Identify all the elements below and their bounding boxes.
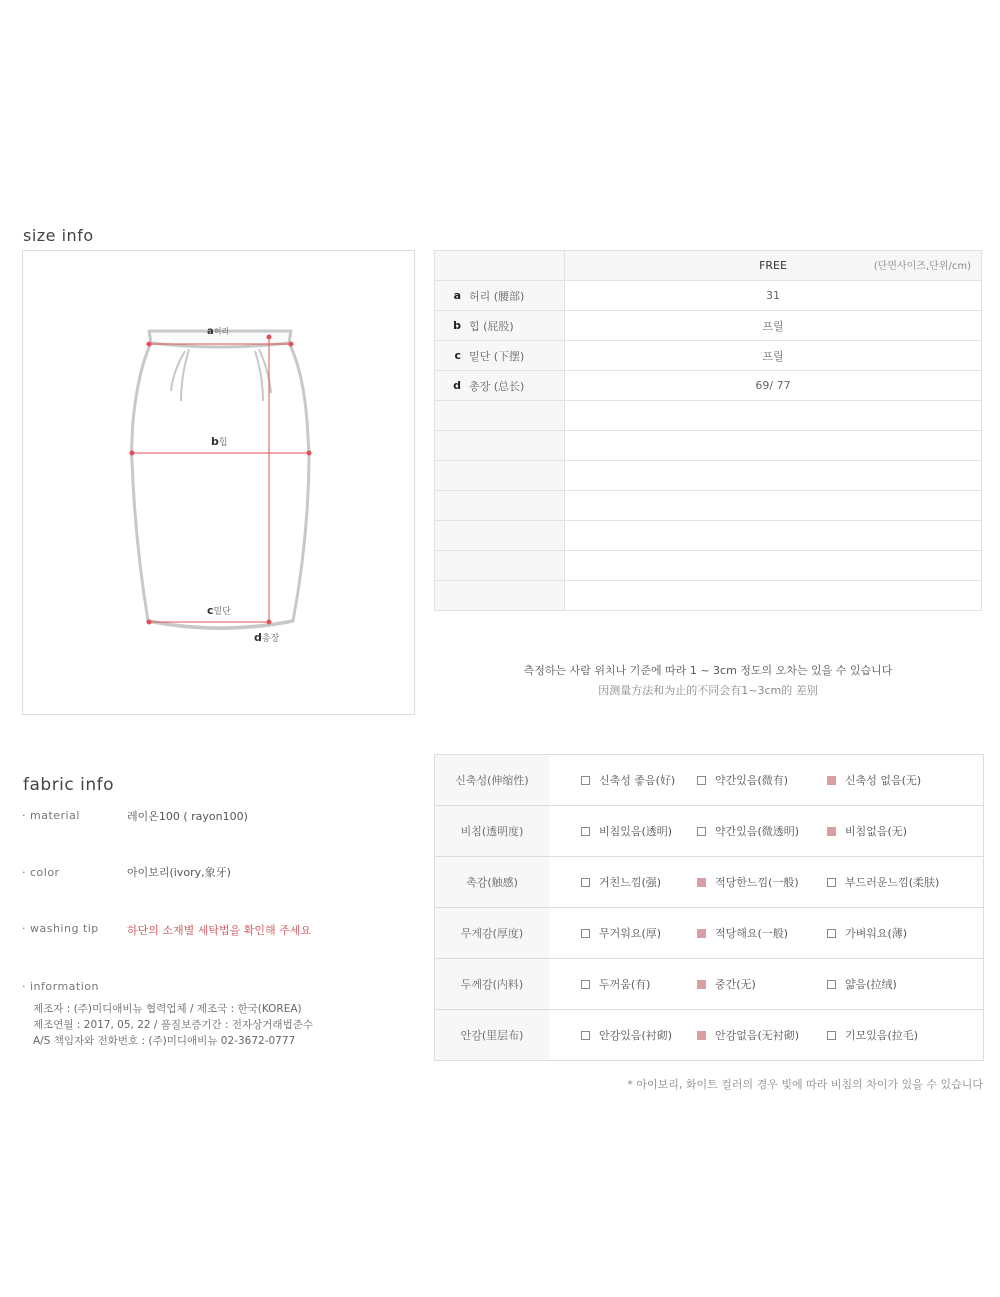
info-line-manufacturer: 제조자 : (주)미디애비뉴 협력업체 / 제조국 : 한국(KOREA) bbox=[33, 1003, 302, 1015]
checkbox-checked-icon bbox=[697, 878, 706, 887]
fabric-property-table bbox=[434, 754, 984, 1061]
size-row-value: 프릴 bbox=[565, 341, 982, 371]
measurement-note-ko: 측정하는 사람 위치나 기준에 따라 1 ~ 3cm 정도의 오차는 있을 수 있습니다 bbox=[523, 664, 893, 677]
empty-row bbox=[435, 551, 982, 581]
fabric-option: 두꺼움(有) bbox=[549, 959, 697, 1010]
fabric-row-transparency bbox=[435, 806, 984, 857]
info-line-as: A/S 책임자와 전화번호 : (주)미디애비뉴 02-3672-0777 bbox=[33, 1035, 296, 1047]
checkbox-icon bbox=[827, 929, 836, 938]
checkbox-icon bbox=[581, 980, 590, 989]
fabric-option: 무거워요(厚) bbox=[549, 908, 697, 959]
label-d: d총장 bbox=[254, 631, 280, 644]
checkbox-icon bbox=[827, 1031, 836, 1040]
empty-row bbox=[435, 431, 982, 461]
fabric-row-thickness bbox=[435, 959, 984, 1010]
empty-row bbox=[435, 401, 982, 431]
transparency-footnote: * 아이보리, 화이트 컬러의 경우 빛에 따라 비침의 차이가 있을 수 있습니다 bbox=[627, 1078, 983, 1091]
size-row-label: 힙 (屁股) bbox=[469, 319, 514, 333]
fabric-option-selected: 안감없음(无衬砌) bbox=[697, 1010, 827, 1061]
fabric-option: 비침있음(透明) bbox=[549, 806, 697, 857]
fabric-option-selected: 신축성 없음(无) bbox=[827, 755, 984, 806]
size-table bbox=[434, 250, 982, 611]
material-label: · material bbox=[22, 809, 80, 822]
fabric-row-lining bbox=[435, 1010, 984, 1061]
color-label: · color bbox=[22, 866, 60, 879]
fabric-row-label: 두께감(内料) bbox=[435, 959, 550, 1010]
fabric-option-selected: 중간(无) bbox=[697, 959, 827, 1010]
fabric-option: 신축성 좋음(好) bbox=[549, 755, 697, 806]
fabric-row-label: 안감(里层布) bbox=[435, 1010, 550, 1061]
fabric-row-label: 촉감(触感) bbox=[435, 857, 550, 908]
label-b: b힙 bbox=[211, 435, 228, 448]
size-row-label: 허리 (腰部) bbox=[469, 289, 525, 303]
empty-row bbox=[435, 581, 982, 611]
washing-tip-value: 하단의 소재별 세탁법을 확인해 주세요 bbox=[127, 924, 312, 937]
size-table-header: FREE (단면사이즈,단위/cm) bbox=[565, 251, 982, 281]
checkbox-icon bbox=[697, 776, 706, 785]
fabric-option: 부드러운느낌(柔肤) bbox=[827, 857, 984, 908]
checkbox-icon bbox=[581, 776, 590, 785]
checkbox-checked-icon bbox=[697, 929, 706, 938]
information-label: · information bbox=[22, 980, 99, 993]
fabric-option: 기모있음(拉毛) bbox=[827, 1010, 984, 1061]
checkbox-checked-icon bbox=[827, 776, 836, 785]
fabric-option: 안감있음(衬砌) bbox=[549, 1010, 697, 1061]
checkbox-icon bbox=[827, 980, 836, 989]
checkbox-checked-icon bbox=[697, 1031, 706, 1040]
checkbox-icon bbox=[581, 929, 590, 938]
washing-tip-label: · washing tip bbox=[22, 922, 99, 935]
checkbox-icon bbox=[581, 878, 590, 887]
fabric-row-weight bbox=[435, 908, 984, 959]
size-row-label: 밑단 (下摆) bbox=[469, 349, 525, 363]
fabric-option-selected: 적당해요(一般) bbox=[697, 908, 827, 959]
material-value: 레이온100 ( rayon100) bbox=[127, 810, 248, 823]
size-row-c: c 밑단 (下摆) 프릴 bbox=[435, 341, 982, 371]
fabric-option: 약간있음(微透明) bbox=[697, 806, 827, 857]
fabric-option-selected: 적당한느낌(一般) bbox=[697, 857, 827, 908]
empty-row bbox=[435, 461, 982, 491]
checkbox-checked-icon bbox=[827, 827, 836, 836]
unit-note: (단면사이즈,단위/cm) bbox=[873, 261, 971, 272]
checkbox-icon bbox=[581, 1031, 590, 1040]
label-c: c밑단 bbox=[207, 604, 231, 617]
empty-row bbox=[435, 521, 982, 551]
fabric-row-label: 무게감(厚度) bbox=[435, 908, 550, 959]
fabric-row-stretch bbox=[435, 755, 984, 806]
fabric-info-title: fabric info bbox=[23, 775, 115, 795]
checkbox-icon bbox=[827, 878, 836, 887]
fabric-option: 얇음(拉绒) bbox=[827, 959, 984, 1010]
fabric-option: 약간있음(微有) bbox=[697, 755, 827, 806]
checkbox-checked-icon bbox=[697, 980, 706, 989]
skirt-drawing bbox=[23, 251, 414, 714]
fabric-option-selected: 비침없음(无) bbox=[827, 806, 984, 857]
checkbox-icon bbox=[697, 827, 706, 836]
fabric-row-label: 신축성(伸缩性) bbox=[435, 755, 550, 806]
checkbox-icon bbox=[581, 827, 590, 836]
size-row-b: b 힙 (屁股) 프릴 bbox=[435, 311, 982, 341]
size-row-label: 총장 (总长) bbox=[469, 379, 525, 393]
label-a: a허리 bbox=[207, 326, 230, 337]
measurement-note-cn: 因测量方法和为止的不同会有1~3cm的 差别 bbox=[598, 684, 818, 697]
fabric-row-label: 비침(透明度) bbox=[435, 806, 550, 857]
size-row-value: 31 bbox=[565, 281, 982, 311]
size-row-value: 프릴 bbox=[565, 311, 982, 341]
skirt-diagram bbox=[22, 250, 415, 715]
empty-row bbox=[435, 491, 982, 521]
color-value: 아이보리(ivory,象牙) bbox=[127, 866, 231, 879]
size-table-header-row bbox=[435, 251, 982, 281]
fabric-option: 거친느낌(强) bbox=[549, 857, 697, 908]
fabric-row-texture bbox=[435, 857, 984, 908]
size-info-title: size info bbox=[23, 226, 94, 245]
fabric-option: 가벼워요(薄) bbox=[827, 908, 984, 959]
info-line-date: 제조연월 : 2017, 05, 22 / 품질보증기간 : 전자상거래법준수 bbox=[33, 1019, 314, 1031]
size-row-a: a 허리 (腰部) 31 bbox=[435, 281, 982, 311]
size-row-d: d 총장 (总长) 69/ 77 bbox=[435, 371, 982, 401]
size-row-value: 69/ 77 bbox=[565, 371, 982, 401]
